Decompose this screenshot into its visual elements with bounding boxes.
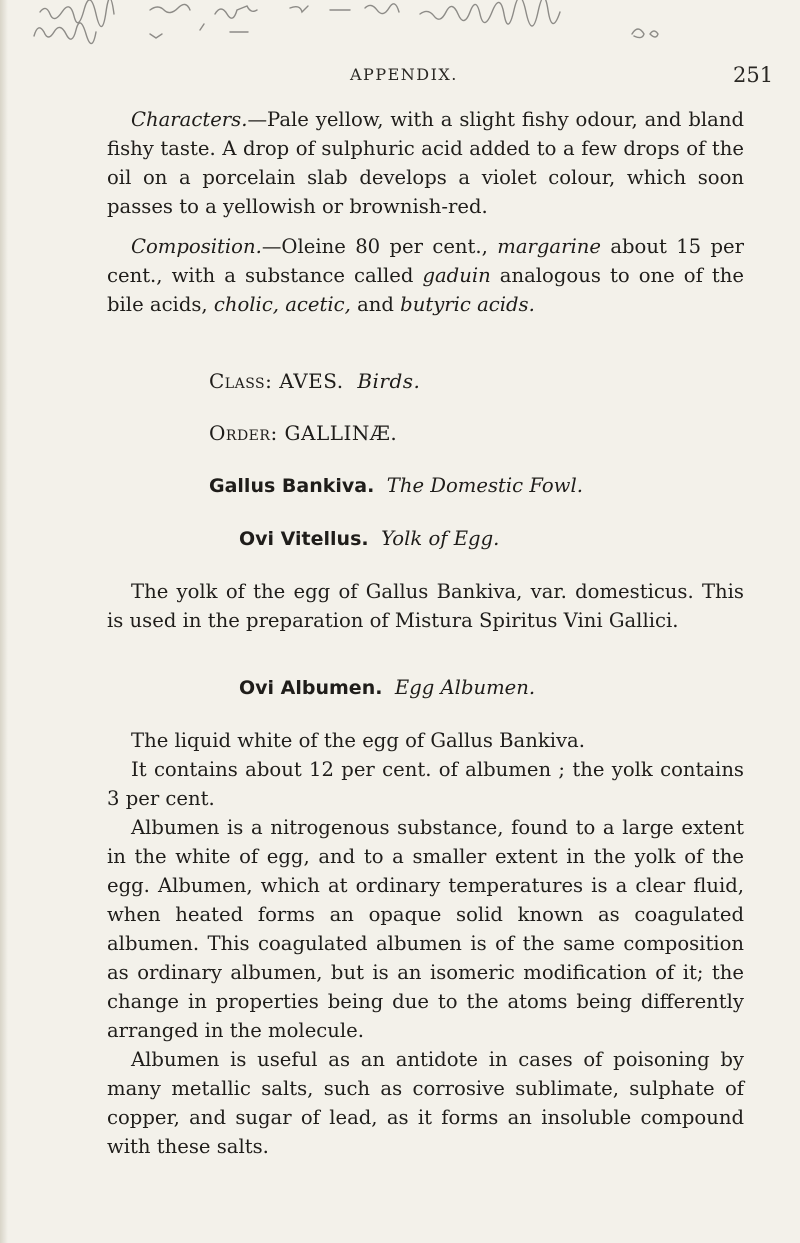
composition-text: and xyxy=(350,293,401,316)
class-label: Class xyxy=(209,369,266,393)
page-number: 251 xyxy=(733,63,774,87)
class-heading xyxy=(107,367,744,396)
composition-text: —Oleine 80 per cent., xyxy=(261,235,498,258)
class-english: Birds. xyxy=(357,369,421,393)
page-binding-edge xyxy=(0,0,8,1243)
characters-text: —Pale yellow, with a slight fishy odour, and bland fishy taste. A drop of sulphuric acid added to a few drops of the oil on a porcelain slab develops a violet colour, which soon passes to a yellowish or brownish-red. xyxy=(107,108,744,218)
page-header xyxy=(0,63,800,93)
composition-term: cholic, acetic, xyxy=(213,293,351,316)
handwritten-annotation xyxy=(0,0,800,60)
yolk-paragraph: The yolk of the egg of Gallus Bankiva, var. domesticus. This is used in the preparation of Mistura Spiritus Vini Gallici. xyxy=(107,580,744,632)
running-head: APPENDIX. xyxy=(350,65,458,84)
page-body xyxy=(107,105,744,1161)
yolk-english: Yolk of Egg. xyxy=(381,527,500,550)
composition-paragraph xyxy=(107,232,744,319)
yolk-latin: Ovi Vitellus. xyxy=(239,528,369,550)
albumen-paragraph-3: Albumen is a nitrogenous substance, found to a large extent in the white of egg, and to a smaller extent in the yolk of the egg. Albumen, which at ordinary temperatures is a clear fluid, when heated forms an opaque solid known as coagulated albumen. This coagulated albumen is of the same composition as ordinary albumen, but is an isomeric modification of it; the change in properties being due to the atoms being differently arranged in the molecule. xyxy=(107,816,744,1042)
composition-term: butyric acids. xyxy=(400,293,535,316)
composition-term: gaduin xyxy=(422,264,491,287)
characters-label: Characters. xyxy=(131,108,248,131)
composition-term: margarine xyxy=(497,235,601,258)
species-english: The Domestic Fowl. xyxy=(386,474,583,497)
albumen-paragraph-1: The liquid white of the egg of Gallus Bankiva. xyxy=(131,729,585,752)
species-latin: Gallus Bankiva. xyxy=(209,475,375,497)
order-label: Order xyxy=(209,421,271,445)
characters-paragraph xyxy=(107,105,744,221)
albumen-paragraph-2: It contains about 12 per cent. of albumen ; the yolk contains 3 per cent. xyxy=(107,758,744,810)
albumen-latin: Ovi Albumen. xyxy=(239,677,383,699)
composition-text: analogous to one of the bile acids, xyxy=(107,264,744,316)
order-heading xyxy=(107,419,744,448)
albumen-paragraph-4: Albumen is useful as an antidote in cases of poisoning by many metallic salts, such as corrosive sublimate, sulphate of copper, and sugar of lead, as it forms an insoluble compound with these salts. xyxy=(107,1048,744,1158)
albumen-english: Egg Albumen. xyxy=(394,676,536,699)
yolk-heading xyxy=(107,524,744,554)
class-value: : AVES. xyxy=(265,369,344,393)
albumen-heading xyxy=(107,673,744,703)
species-heading xyxy=(107,471,744,501)
order-value: : GALLINÆ. xyxy=(270,421,398,445)
composition-label: Composition. xyxy=(131,235,262,258)
composition-text: about 15 per cent., with a substance called xyxy=(107,235,744,287)
